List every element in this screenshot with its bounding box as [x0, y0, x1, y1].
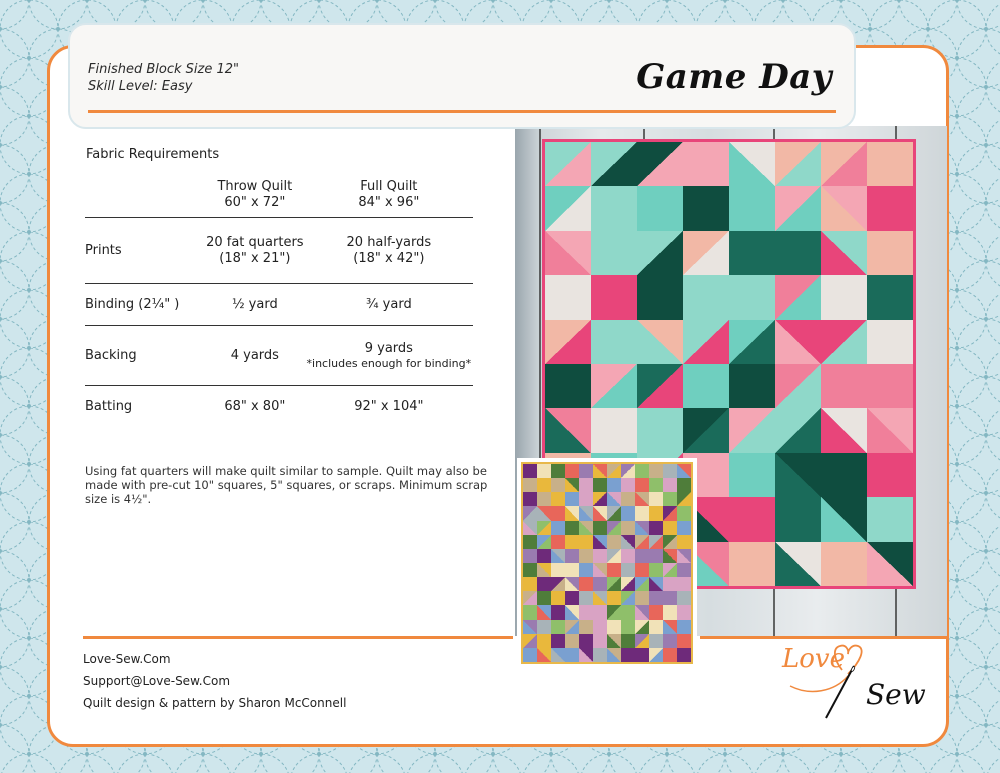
column-header-item	[85, 175, 205, 218]
quilt-illustration-cell	[551, 492, 565, 506]
quilt-illustration-cell	[607, 464, 621, 478]
quilt-illustration-cell	[565, 563, 579, 577]
quilt-block	[591, 142, 637, 186]
quilt-illustration-cell	[565, 492, 579, 506]
quilt-block	[591, 231, 637, 275]
quilt-illustration-cell	[607, 549, 621, 563]
quilt-illustration-cell	[551, 577, 565, 591]
quilt-illustration-cell	[537, 620, 551, 634]
quilt-illustration-cell	[649, 620, 663, 634]
quilt-illustration-cell	[649, 577, 663, 591]
quilt-illustration-cell	[523, 478, 537, 492]
quilt-illustration-cell	[593, 634, 607, 648]
quilt-block	[821, 186, 867, 230]
quilt-illustration-cell	[537, 549, 551, 563]
quilt-illustration-cell	[621, 620, 635, 634]
quilt-block	[867, 497, 913, 541]
quilt-block	[683, 142, 729, 186]
row-label: Prints	[85, 218, 205, 284]
quilt-illustration-cell	[565, 535, 579, 549]
quilt-illustration-cell	[621, 521, 635, 535]
quilt-block	[729, 186, 775, 230]
quilt-illustration-cell	[537, 535, 551, 549]
quilt-illustration-cell	[579, 620, 593, 634]
quilt-block	[867, 542, 913, 586]
quilt-illustration-cell	[579, 549, 593, 563]
quilt-illustration-cell	[621, 634, 635, 648]
skill-level: Skill Level: Easy	[88, 79, 193, 94]
quilt-illustration-cell	[663, 634, 677, 648]
quilt-block	[545, 186, 591, 230]
quilt-block	[729, 275, 775, 319]
quilt-block	[591, 275, 637, 319]
quilt-illustration-cell	[565, 478, 579, 492]
quilt-illustration-cell	[593, 521, 607, 535]
quilt-illustration-cell	[649, 506, 663, 520]
quilt-illustration-cell	[621, 605, 635, 619]
quilt-block	[821, 142, 867, 186]
quilt-illustration-cell	[579, 478, 593, 492]
quilt-illustration-cell	[579, 563, 593, 577]
quilt-illustration-cell	[537, 605, 551, 619]
quilt-block	[545, 364, 591, 408]
quilt-illustration-cell	[537, 506, 551, 520]
quilt-illustration-cell	[621, 464, 635, 478]
quilt-illustration-cell	[537, 591, 551, 605]
footer-divider-right	[700, 636, 946, 639]
quilt-block	[637, 275, 683, 319]
quilt-illustration-cell	[677, 506, 691, 520]
table-row-backing	[85, 326, 473, 386]
quilt-illustration-cell	[621, 506, 635, 520]
quilt-illustration-cell	[579, 591, 593, 605]
quilt-illustration-cell	[663, 464, 677, 478]
quilt-illustration-cell	[523, 577, 537, 591]
quilt-block	[775, 497, 821, 541]
throw-value: ½ yard	[205, 284, 305, 326]
quilt-block	[775, 453, 821, 497]
quilt-illustration-cell	[663, 521, 677, 535]
quilt-illustration-cell	[551, 563, 565, 577]
quilt-illustration-cell	[677, 591, 691, 605]
quilt-illustration-cell	[579, 535, 593, 549]
quilt-block	[683, 186, 729, 230]
quilt-illustration-cell	[565, 605, 579, 619]
quilt-illustration-cell	[607, 634, 621, 648]
full-value: ¾ yard	[305, 284, 473, 326]
quilt-illustration-cell	[607, 535, 621, 549]
quilt-illustration-cell	[635, 620, 649, 634]
quilt-illustration-cell	[635, 591, 649, 605]
quilt-illustration-cell	[537, 648, 551, 662]
fabric-requirements-table	[85, 175, 473, 428]
quilt-illustration-cell	[635, 464, 649, 478]
block-size: Finished Block Size 12"	[88, 62, 239, 77]
quilt-illustration-cell	[621, 549, 635, 563]
quilt-illustration-cell	[635, 492, 649, 506]
quilt-illustration-cell	[551, 535, 565, 549]
full-value: 9 yards *includes enough for binding*	[305, 326, 473, 386]
quilt-illustration-cell	[607, 506, 621, 520]
quilt-illustration-cell	[677, 563, 691, 577]
quilt-illustration-cell	[551, 648, 565, 662]
header-divider	[88, 110, 836, 113]
quilt-illustration-cell	[621, 591, 635, 605]
quilt-illustration-cell	[677, 478, 691, 492]
quilt-illustration-cell	[677, 535, 691, 549]
quilt-block	[867, 231, 913, 275]
quilt-illustration-cell	[649, 492, 663, 506]
quilt-block	[775, 275, 821, 319]
footer-contact	[83, 648, 346, 714]
row-label: Backing	[85, 326, 205, 386]
quilt-illustration-cell	[677, 521, 691, 535]
quilt-illustration-cell	[621, 577, 635, 591]
logo-love-text: Love	[782, 644, 845, 674]
quilt-block	[591, 408, 637, 452]
quilt-illustration-cell	[649, 648, 663, 662]
quilt-illustration-cell	[607, 577, 621, 591]
quilt-block	[591, 186, 637, 230]
quilt-illustration-cell	[579, 634, 593, 648]
quilt-illustration-cell	[663, 535, 677, 549]
quilt-illustration-cell	[551, 478, 565, 492]
quilt-illustration-cell	[579, 506, 593, 520]
quilt-illustration-cell	[551, 549, 565, 563]
quilt-block	[821, 542, 867, 586]
quilt-block	[821, 364, 867, 408]
quilt-illustration-cell	[607, 591, 621, 605]
email-link[interactable]: Support@Love-Sew.Com	[83, 674, 231, 688]
quilt-illustration-cell	[635, 634, 649, 648]
quilt-illustration-cell	[677, 648, 691, 662]
quilt-block	[821, 408, 867, 452]
quilt-block	[637, 142, 683, 186]
quilt-illustration-cell	[621, 563, 635, 577]
quilt-illustration-cell	[565, 620, 579, 634]
quilt-illustration-cell	[635, 648, 649, 662]
quilt-illustration-cell	[579, 464, 593, 478]
quilt-illustration-cell	[593, 492, 607, 506]
quilt-illustration-cell	[523, 549, 537, 563]
designer-credit: Quilt design & pattern by Sharon McConnell	[83, 696, 347, 710]
quilt-block	[867, 186, 913, 230]
quilt-block	[867, 320, 913, 364]
quilt-block	[591, 320, 637, 364]
fabric-requirements-title: Fabric Requirements	[86, 147, 220, 162]
quilt-illustration-cell	[579, 521, 593, 535]
quilt-illustration-cell	[537, 464, 551, 478]
quilt-illustration-cell	[565, 634, 579, 648]
quilt-block	[729, 364, 775, 408]
quilt-block	[821, 497, 867, 541]
table-row-batting	[85, 386, 473, 428]
quilt-illustration-cell	[523, 605, 537, 619]
quilt-illustration-cell	[663, 591, 677, 605]
quilt-block	[683, 320, 729, 364]
quilt-illustration-cell	[537, 563, 551, 577]
footer-divider-left	[83, 636, 513, 639]
quilt-illustration-cell	[663, 506, 677, 520]
quilt-block	[683, 364, 729, 408]
quilt-illustration-cell	[649, 478, 663, 492]
quilt-illustration-cell	[621, 478, 635, 492]
quilt-illustration-cell	[649, 535, 663, 549]
quilt-illustration-cell	[593, 577, 607, 591]
quilt-illustration-cell	[523, 506, 537, 520]
quilt-illustration-cell	[607, 492, 621, 506]
website-link[interactable]: Love-Sew.Com	[83, 652, 171, 666]
quilt-block	[637, 231, 683, 275]
quilt-illustration-cell	[635, 605, 649, 619]
quilt-illustration-cell	[537, 478, 551, 492]
quilt-illustration-cell	[607, 620, 621, 634]
quilt-illustration	[517, 458, 697, 668]
quilt-block	[729, 453, 775, 497]
quilt-illustration-cell	[551, 620, 565, 634]
quilt-block	[591, 364, 637, 408]
throw-value: 20 fat quarters (18" x 21")	[205, 218, 305, 284]
quilt-illustration-cell	[565, 506, 579, 520]
quilt-illustration-cell	[593, 591, 607, 605]
quilt-illustration-cell	[523, 521, 537, 535]
quilt-block	[729, 142, 775, 186]
quilt-illustration-cell	[551, 634, 565, 648]
quilt-illustration-cell	[663, 563, 677, 577]
quilt-illustration-cell	[579, 577, 593, 591]
quilt-illustration-cell	[593, 535, 607, 549]
quilt-illustration-cell	[663, 620, 677, 634]
quilt-illustration-cell	[579, 648, 593, 662]
quilt-block	[545, 408, 591, 452]
table-row-binding	[85, 284, 473, 326]
quilt-illustration-cell	[621, 648, 635, 662]
quilt-block	[683, 408, 729, 452]
quilt-block	[775, 320, 821, 364]
quilt-illustration-cell	[593, 506, 607, 520]
quilt-illustration-cell	[677, 549, 691, 563]
quilt-illustration-cell	[593, 605, 607, 619]
quilt-illustration-cell	[523, 464, 537, 478]
quilt-illustration-cell	[663, 605, 677, 619]
quilt-illustration-cell	[607, 648, 621, 662]
quilt-illustration-cell	[551, 605, 565, 619]
quilt-illustration-cell	[593, 563, 607, 577]
quilt-illustration-cell	[649, 591, 663, 605]
quilt-illustration-cell	[621, 492, 635, 506]
quilt-block	[683, 231, 729, 275]
quilt-illustration-cell	[537, 521, 551, 535]
quilt-illustration-cell	[565, 549, 579, 563]
quilt-block	[637, 364, 683, 408]
quilt-illustration-cell	[649, 549, 663, 563]
quilt-illustration-cell	[523, 634, 537, 648]
quilt-illustration-cell	[565, 464, 579, 478]
quilt-illustration-cell	[607, 605, 621, 619]
column-header-full: Full Quilt 84" x 96"	[305, 175, 473, 218]
quilt-illustration-cell	[663, 577, 677, 591]
quilt-block	[729, 320, 775, 364]
quilt-illustration-cell	[565, 521, 579, 535]
quilt-illustration-cell	[537, 492, 551, 506]
quilt-illustration-cell	[677, 577, 691, 591]
quilt-block	[545, 320, 591, 364]
quilt-block	[545, 142, 591, 186]
quilt-block	[775, 542, 821, 586]
quilt-block	[867, 275, 913, 319]
quilt-block	[729, 231, 775, 275]
quilt-illustration-cell	[565, 591, 579, 605]
quilt-block	[775, 408, 821, 452]
quilt-illustration-cell	[677, 620, 691, 634]
quilt-illustration-cell	[537, 577, 551, 591]
quilt-illustration-cell	[607, 563, 621, 577]
quilt-illustration-cell	[523, 620, 537, 634]
quilt-illustration-cell	[635, 521, 649, 535]
quilt-illustration-cell	[607, 478, 621, 492]
quilt-illustration-cell	[663, 478, 677, 492]
quilt-block	[867, 453, 913, 497]
column-header-throw: Throw Quilt 60" x 72"	[205, 175, 305, 218]
quilt-illustration-cell	[523, 492, 537, 506]
quilt-illustration-cell	[649, 634, 663, 648]
quilt-illustration-cell	[635, 478, 649, 492]
quilt-illustration-cell	[579, 492, 593, 506]
quilt-illustration-cell	[649, 521, 663, 535]
quilt-block	[821, 231, 867, 275]
quilt-illustration-cell	[649, 605, 663, 619]
quilt-illustration-cell	[593, 620, 607, 634]
quilt-illustration-cell	[523, 648, 537, 662]
quilt-illustration-cell	[649, 563, 663, 577]
quilt-illustration-cell	[593, 464, 607, 478]
table-header-row	[85, 175, 473, 218]
quilt-block	[683, 275, 729, 319]
quilt-illustration-cell	[593, 648, 607, 662]
quilt-illustration-cell	[621, 535, 635, 549]
quilt-block	[729, 542, 775, 586]
pattern-title: Game Day	[636, 57, 832, 97]
quilt-block	[637, 320, 683, 364]
header-meta	[88, 61, 239, 95]
quilt-illustration-cell	[677, 634, 691, 648]
quilt-illustration-cell	[551, 591, 565, 605]
full-value: 20 half-yards (18" x 42")	[305, 218, 473, 284]
throw-value: 68" x 80"	[224, 398, 286, 414]
quilt-illustration-cell	[523, 535, 537, 549]
quilt-block	[821, 320, 867, 364]
quilt-block	[821, 453, 867, 497]
quilt-illustration-cell	[551, 521, 565, 535]
quilt-illustration-cell	[537, 634, 551, 648]
quilt-illustration-cell	[579, 605, 593, 619]
quilt-block	[867, 364, 913, 408]
quilt-illustration-cell	[635, 535, 649, 549]
quilt-block	[545, 231, 591, 275]
quilt-illustration-cell	[649, 464, 663, 478]
quilt-block	[867, 408, 913, 452]
quilt-illustration-cell	[635, 549, 649, 563]
quilt-block	[867, 142, 913, 186]
quilt-block	[775, 364, 821, 408]
quilt-illustration-cell	[677, 492, 691, 506]
quilt-illustration-cell	[565, 577, 579, 591]
quilt-block	[775, 231, 821, 275]
throw-value: 4 yards	[205, 326, 305, 386]
row-label: Batting	[85, 398, 133, 414]
quilt-block	[545, 275, 591, 319]
quilt-illustration-cell	[635, 577, 649, 591]
fabric-note: Using fat quarters will make quilt similar to sample. Quilt may also be made with pre-cut 10" squares, 5" squares, or scraps. Minimum scrap size is 4½".	[85, 464, 488, 506]
quilt-illustration-cell	[607, 521, 621, 535]
quilt-illustration-cell	[551, 464, 565, 478]
backing-note: *includes enough for binding*	[306, 357, 472, 370]
quilt-illustration-cell	[635, 563, 649, 577]
quilt-illustration-cell	[663, 492, 677, 506]
quilt-block	[729, 408, 775, 452]
quilt-illustration-cell	[663, 549, 677, 563]
quilt-block	[775, 186, 821, 230]
quilt-block	[821, 275, 867, 319]
quilt-block	[637, 186, 683, 230]
full-value: 92" x 104"	[354, 398, 424, 414]
quilt-block	[637, 408, 683, 452]
quilt-illustration-cell	[593, 549, 607, 563]
table-row-prints	[85, 218, 473, 284]
quilt-illustration-cell	[677, 605, 691, 619]
quilt-illustration-cell	[677, 464, 691, 478]
quilt-illustration-cell	[523, 563, 537, 577]
row-label: Binding (2¼" )	[85, 284, 205, 326]
logo-sew-text: Sew	[866, 678, 926, 711]
quilt-illustration-cell	[635, 506, 649, 520]
quilt-illustration-cell	[523, 591, 537, 605]
quilt-illustration-cell	[551, 506, 565, 520]
quilt-illustration-cell	[565, 648, 579, 662]
quilt-block	[775, 142, 821, 186]
quilt-block	[729, 497, 775, 541]
quilt-illustration-cell	[663, 648, 677, 662]
header-box	[68, 23, 856, 129]
love-sew-logo	[770, 640, 950, 740]
quilt-illustration-grid	[521, 462, 693, 664]
quilt-illustration-cell	[593, 478, 607, 492]
